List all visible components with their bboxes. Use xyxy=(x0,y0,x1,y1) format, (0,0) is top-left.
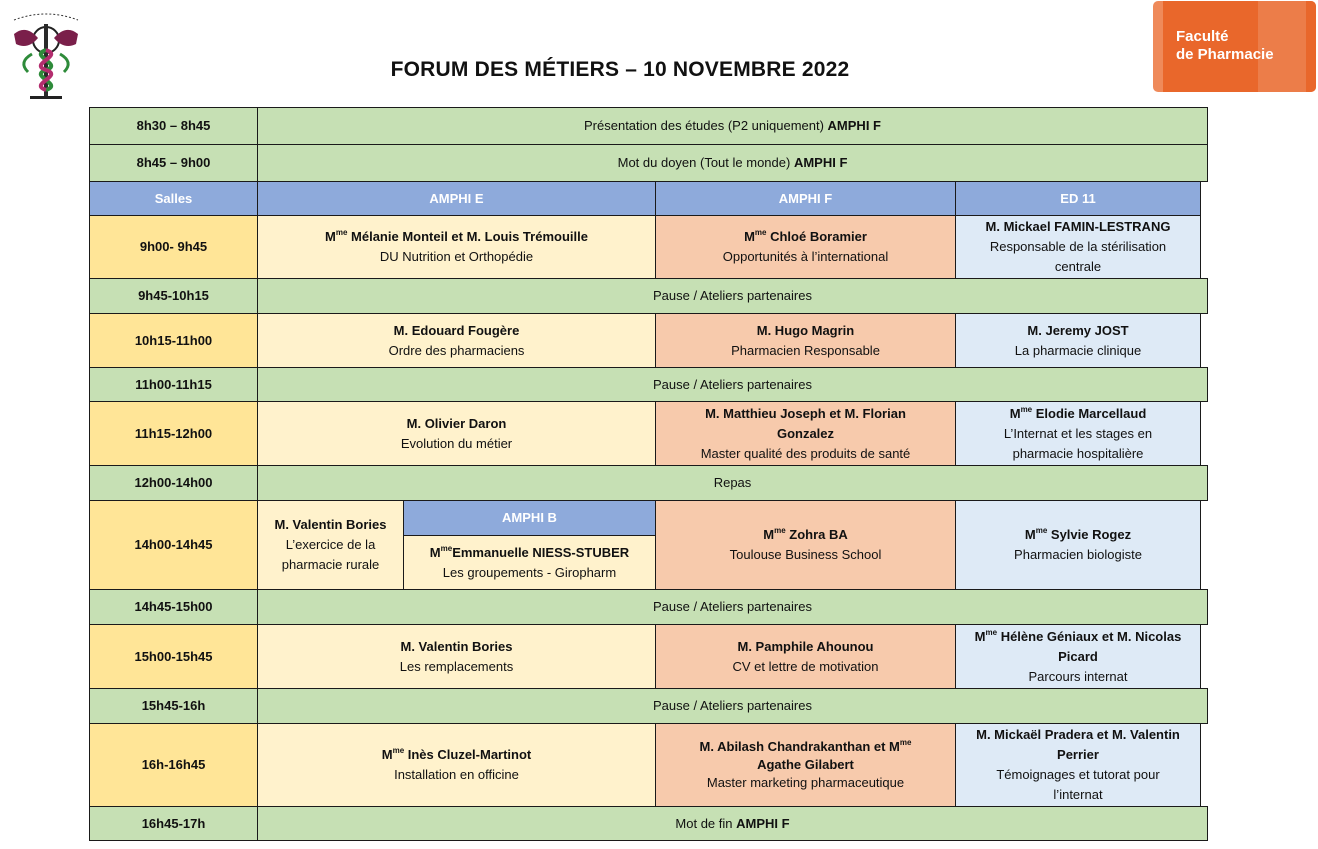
event-text: Mot du doyen (Tout le monde) xyxy=(617,155,794,170)
time-cell xyxy=(89,367,258,402)
event-place: AMPHI F xyxy=(793,155,848,170)
university-emblem-logo xyxy=(8,10,84,102)
time-label: 15h45-16h xyxy=(141,698,206,713)
session-topic-line2: pharmacie hospitalière xyxy=(1012,445,1144,461)
session-cell xyxy=(955,723,1201,807)
speaker-name-line2: Gonzalez xyxy=(776,425,835,441)
lunch-cell xyxy=(257,465,1208,501)
time-cell xyxy=(89,624,258,689)
break-cell xyxy=(257,367,1208,402)
session-cell xyxy=(655,500,956,590)
speaker-name: M. Edouard Fougère xyxy=(393,322,520,338)
schedule-table xyxy=(89,107,1208,841)
session-topic-line2: pharmacie rurale xyxy=(281,557,380,572)
session-topic: Master qualité des produits de santé xyxy=(700,445,911,461)
session-cell xyxy=(955,624,1201,689)
break-text: Pause / Ateliers partenaires xyxy=(653,288,812,303)
room-name: AMPHI E xyxy=(429,190,484,206)
session-cell xyxy=(955,500,1201,590)
time-cell xyxy=(89,500,258,590)
break-text: Pause / Ateliers partenaires xyxy=(653,599,812,614)
time-label: 10h15-11h00 xyxy=(134,332,213,348)
time-label: 12h00-14h00 xyxy=(134,475,213,490)
session-cell xyxy=(655,215,956,279)
time-label: 16h-16h45 xyxy=(141,757,206,772)
speaker-name: M. Olivier Daron xyxy=(406,415,507,431)
page-title: FORUM DES MÉTIERS – 10 NOVEMBRE 2022 xyxy=(390,58,850,81)
session-topic: La pharmacie clinique xyxy=(1014,342,1142,358)
session-topic: Pharmacien Responsable xyxy=(731,342,880,358)
break-cell xyxy=(257,278,1208,314)
speaker-name: $M^{me}$ Elodie Marcellaud xyxy=(1009,404,1147,421)
speaker-name: M. Jeremy JOST xyxy=(1027,322,1129,338)
session-cell xyxy=(655,401,956,466)
break-text: Pause / Ateliers partenaires xyxy=(653,698,812,713)
speaker-name: $M^{me}$ Inès Cluzel-Martinot xyxy=(381,746,532,762)
session-cell xyxy=(955,215,1201,279)
time-cell xyxy=(89,806,258,841)
session-cell xyxy=(655,723,956,807)
session-topic-line1: Témoignages et tutorat pour xyxy=(996,767,1160,782)
session-cell xyxy=(257,723,656,807)
speaker-name: M. Mickael FAMIN-LESTRANG xyxy=(985,219,1171,234)
time-cell xyxy=(89,215,258,279)
session-cell xyxy=(257,401,656,466)
event-text: Mot de fin xyxy=(675,815,737,831)
event-place: AMPHI F xyxy=(827,118,881,133)
speaker-name: $M^{me}$ Chloé Boramier xyxy=(744,228,867,244)
session-topic: Evolution du métier xyxy=(400,435,513,451)
time-cell xyxy=(89,465,258,501)
room-name: AMPHI B xyxy=(502,510,557,525)
room-header-amphi-b xyxy=(403,500,656,536)
room-name: ED 11 xyxy=(1060,190,1096,206)
dean-speech-cell xyxy=(257,144,1208,182)
session-topic: Les remplacements xyxy=(399,658,514,674)
time-label: 11h15-12h00 xyxy=(134,425,213,441)
speaker-name-line1: M. Mickaël Pradera et M. Valentin xyxy=(976,727,1180,742)
room-header-ed11 xyxy=(955,181,1201,216)
presentation-cell xyxy=(257,107,1208,145)
time-label: 14h00-14h45 xyxy=(134,537,213,552)
speaker-name-line1: M. Abilash Chandrakanthan et $M^{me}$ xyxy=(699,738,912,754)
room-header-amphi-e xyxy=(257,181,656,216)
session-cell xyxy=(655,624,956,689)
time-cell xyxy=(89,107,258,145)
session-cell xyxy=(655,313,956,368)
session-topic: Opportunités à l’international xyxy=(722,249,889,264)
break-cell xyxy=(257,589,1208,625)
closing-speech-cell xyxy=(257,806,1208,841)
time-cell xyxy=(89,589,258,625)
break-text: Pause / Ateliers partenaires xyxy=(653,376,812,392)
time-cell xyxy=(89,313,258,368)
event-place: AMPHI F xyxy=(736,815,790,831)
speaker-name-line1: $M^{me}$ Hélène Géniaux et M. Nicolas xyxy=(974,627,1182,644)
speaker-name: M. Pamphile Ahounou xyxy=(737,638,874,654)
session-topic-line1: L’exercice de la xyxy=(285,537,376,552)
session-topic-line1: Responsable de la stérilisation xyxy=(989,239,1167,254)
session-topic-line2: centrale xyxy=(1054,259,1102,274)
speaker-name-line2: Perrier xyxy=(1057,747,1099,762)
session-topic: Ordre des pharmaciens xyxy=(388,342,525,358)
speaker-name: M. Valentin Bories xyxy=(274,517,387,532)
session-topic: DU Nutrition et Orthopédie xyxy=(379,249,534,264)
session-cell xyxy=(257,500,404,590)
session-topic: Pharmacien biologiste xyxy=(1014,547,1142,562)
speaker-name: M. Hugo Magrin xyxy=(756,322,855,338)
break-cell xyxy=(257,688,1208,724)
speaker-name: $M^{me}Emmanuelle$ NIESS-STUBER xyxy=(429,543,630,560)
logo-text-line2: de Pharmacie xyxy=(1176,46,1274,63)
rooms-label: Salles xyxy=(154,190,193,206)
speaker-name: M. Valentin Bories xyxy=(400,638,513,654)
session-cell xyxy=(257,215,656,279)
time-cell xyxy=(89,144,258,182)
room-header-amphi-f xyxy=(655,181,956,216)
logo-text-line1: Faculté xyxy=(1176,28,1229,45)
speaker-name-line2: Picard xyxy=(1058,648,1098,664)
time-label: 14h45-15h00 xyxy=(134,599,213,614)
speaker-name: $M^{me}$ Sylvie Rogez xyxy=(1024,526,1132,542)
session-topic: Parcours internat xyxy=(1028,668,1128,684)
session-cell xyxy=(955,401,1201,466)
session-topic: Les groupements - Giropharm xyxy=(442,564,617,580)
time-label: 16h45-17h xyxy=(141,815,206,831)
time-label: 8h30 – 8h45 xyxy=(136,118,211,133)
time-label: 15h00-15h45 xyxy=(134,648,213,664)
speaker-name-line2: Agathe Gilabert xyxy=(757,757,854,772)
event-text: Présentation des études (P2 uniquement) xyxy=(584,118,828,133)
session-topic: Toulouse Business School xyxy=(729,547,882,562)
session-topic: Installation en officine xyxy=(394,767,519,782)
session-cell xyxy=(955,313,1201,368)
time-label: 8h45 – 9h00 xyxy=(136,155,211,170)
room-name: AMPHI F xyxy=(778,190,833,206)
session-topic: Master marketing pharmaceutique xyxy=(706,775,905,790)
session-topic-line1: L’Internat et les stages en xyxy=(1003,425,1153,441)
lunch-text: Repas xyxy=(713,475,752,490)
time-cell xyxy=(89,401,258,466)
time-cell xyxy=(89,278,258,314)
session-topic-line2: l’internat xyxy=(1053,787,1103,802)
session-cell xyxy=(257,624,656,689)
session-cell xyxy=(257,313,656,368)
session-topic: CV et lettre de motivation xyxy=(732,658,879,674)
rooms-header-label xyxy=(89,181,258,216)
time-cell xyxy=(89,723,258,807)
time-cell xyxy=(89,688,258,724)
speaker-name: $M^{me}$ Zohra BA xyxy=(763,526,848,542)
time-label: 9h00- 9h45 xyxy=(139,239,208,254)
speaker-name-line1: M. Matthieu Joseph et M. Florian xyxy=(705,405,906,421)
session-cell xyxy=(403,535,656,590)
time-label: 9h45-10h15 xyxy=(138,288,209,303)
speaker-name: $M^{me}$ Mélanie Monteil et M. Louis Trémouille xyxy=(325,228,588,244)
time-label: 11h00-11h15 xyxy=(135,376,212,392)
